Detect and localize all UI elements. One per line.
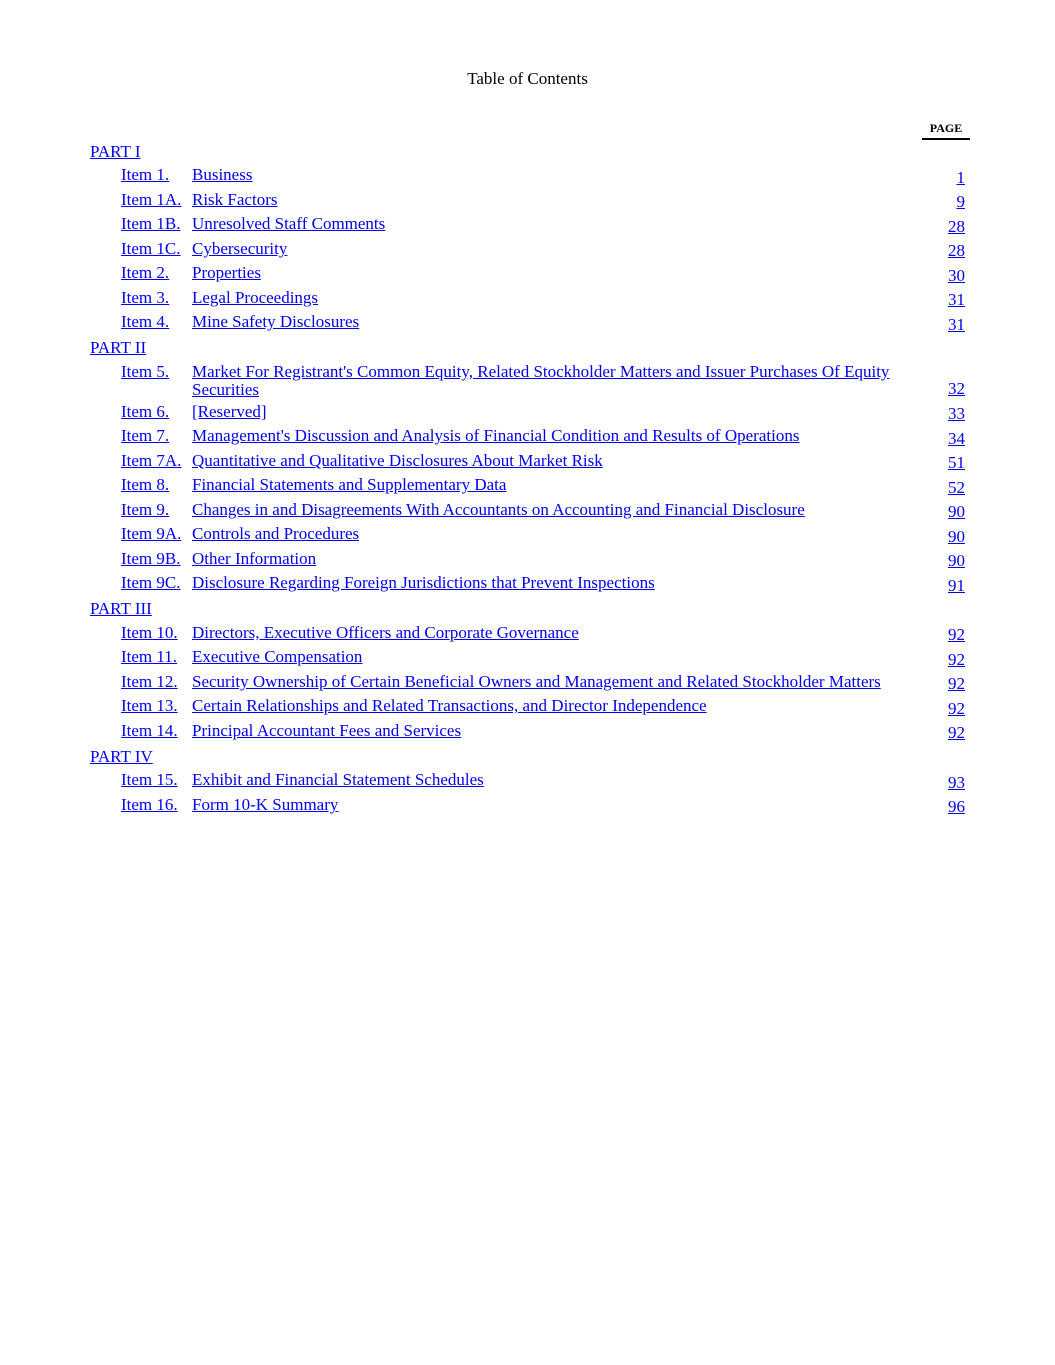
toc-page-number-link[interactable]: 9: [956, 192, 965, 211]
toc-item-title-link[interactable]: Other Information: [192, 549, 317, 568]
toc-page-number-link[interactable]: 92: [948, 723, 965, 742]
toc-part-i-link[interactable]: PART I: [90, 142, 141, 161]
toc-page-number-link[interactable]: 32: [948, 379, 965, 398]
toc-item-number-link[interactable]: Item 7.: [121, 426, 170, 445]
toc-page-number-link[interactable]: 91: [948, 576, 965, 595]
toc-item-number-link[interactable]: Item 6.: [121, 402, 170, 421]
toc-page-number-link[interactable]: 92: [948, 625, 965, 644]
toc-item-number-link[interactable]: Item 1.: [121, 165, 170, 184]
toc-item-title-link[interactable]: Directors, Executive Officers and Corporate Governance: [192, 623, 579, 642]
toc-item-title-link[interactable]: Financial Statements and Supplementary Data: [192, 475, 507, 494]
toc-page-number-link[interactable]: 90: [948, 502, 965, 521]
page-title: Table of Contents: [467, 69, 588, 88]
toc-item-number-link[interactable]: Item 3.: [121, 288, 170, 307]
toc-item-number-link[interactable]: Item 8.: [121, 475, 170, 494]
toc-item-title-link[interactable]: Legal Proceedings: [192, 288, 319, 307]
toc-item-title-link[interactable]: Risk Factors: [192, 190, 278, 209]
toc-item-title-link[interactable]: Market For Registrant's Common Equity, Related Stockholder Matters and Issuer Purchases Of Equity Securities: [192, 362, 890, 399]
page-column-header: PAGE: [922, 121, 970, 140]
toc-item-number-link[interactable]: Item 10.: [121, 623, 178, 642]
toc-page-number-link[interactable]: 92: [948, 674, 965, 693]
toc-page-number-link[interactable]: 90: [948, 551, 965, 570]
toc-item-title-link[interactable]: Quantitative and Qualitative Disclosures About Market Risk: [192, 451, 603, 470]
toc-item-title-link[interactable]: Exhibit and Financial Statement Schedules: [192, 770, 484, 789]
toc-page-number-link[interactable]: 34: [948, 429, 965, 448]
toc-page-number-link[interactable]: 33: [948, 404, 965, 423]
toc-item-number-link[interactable]: Item 9C.: [121, 573, 181, 592]
toc-item-number-link[interactable]: Item 1C.: [121, 239, 181, 258]
toc-item-title-link[interactable]: Disclosure Regarding Foreign Jurisdictions that Prevent Inspections: [192, 573, 655, 592]
toc-item-title-link[interactable]: Management's Discussion and Analysis of Financial Condition and Results of Operations: [192, 426, 800, 445]
toc-part-ii-link[interactable]: PART II: [90, 338, 147, 357]
toc-page-number-link[interactable]: 96: [948, 797, 965, 816]
toc-item-number-link[interactable]: Item 7A.: [121, 451, 182, 470]
toc-item-number-link[interactable]: Item 4.: [121, 312, 170, 331]
toc-page-number-link[interactable]: 1: [956, 168, 965, 187]
toc-item-number-link[interactable]: Item 9A.: [121, 524, 182, 543]
toc-item-title-link[interactable]: Mine Safety Disclosures: [192, 312, 360, 331]
toc-item-title-link[interactable]: Unresolved Staff Comments: [192, 214, 386, 233]
toc-item-number-link[interactable]: Item 13.: [121, 696, 178, 715]
toc-page-number-link[interactable]: 30: [948, 266, 965, 285]
toc-item-number-link[interactable]: Item 12.: [121, 672, 178, 691]
toc-item-title-link[interactable]: Principal Accountant Fees and Services: [192, 721, 462, 740]
toc-page-number-link[interactable]: 51: [948, 453, 965, 472]
toc-item-title-link[interactable]: Certain Relationships and Related Transactions, and Director Independence: [192, 696, 707, 715]
toc-item-number-link[interactable]: Item 16.: [121, 795, 178, 814]
toc-item-title-link[interactable]: Cybersecurity: [192, 239, 288, 258]
toc-item-title-link[interactable]: Properties: [192, 263, 261, 282]
toc-page-number-link[interactable]: 92: [948, 699, 965, 718]
toc-item-title-link[interactable]: Controls and Procedures: [192, 524, 360, 543]
toc-item-number-link[interactable]: Item 5.: [121, 362, 170, 381]
toc-item-number-link[interactable]: Item 11.: [121, 647, 178, 666]
toc-page-number-link[interactable]: 28: [948, 217, 965, 236]
toc-page-number-link[interactable]: 92: [948, 650, 965, 669]
toc-page-number-link[interactable]: 90: [948, 527, 965, 546]
toc-page-number-link[interactable]: 31: [948, 315, 965, 334]
toc-page-number-link[interactable]: 28: [948, 241, 965, 260]
toc-item-number-link[interactable]: Item 1A.: [121, 190, 182, 209]
toc-item-title-link[interactable]: Security Ownership of Certain Beneficial Owners and Management and Related Stockholder Matters: [192, 672, 881, 691]
toc-item-title-link[interactable]: Executive Compensation: [192, 647, 363, 666]
toc-page-number-link[interactable]: 93: [948, 773, 965, 792]
toc-item-title-link[interactable]: [Reserved]: [192, 402, 267, 421]
toc-item-number-link[interactable]: Item 14.: [121, 721, 178, 740]
toc-part-iii-link[interactable]: PART III: [90, 599, 152, 618]
toc-page-number-link[interactable]: 52: [948, 478, 965, 497]
toc-item-title-link[interactable]: Form 10-K Summary: [192, 795, 339, 814]
toc-part-iv-link[interactable]: PART IV: [90, 747, 153, 766]
toc-item-number-link[interactable]: Item 2.: [121, 263, 170, 282]
toc-page-number-link[interactable]: 31: [948, 290, 965, 309]
toc-item-title-link[interactable]: Business: [192, 165, 253, 184]
toc-item-number-link[interactable]: Item 1B.: [121, 214, 181, 233]
toc-item-title-link[interactable]: Changes in and Disagreements With Accountants on Accounting and Financial Disclosure: [192, 500, 805, 519]
toc-item-number-link[interactable]: Item 9B.: [121, 549, 181, 568]
toc-item-number-link[interactable]: Item 9.: [121, 500, 170, 519]
toc-item-number-link[interactable]: Item 15.: [121, 770, 178, 789]
